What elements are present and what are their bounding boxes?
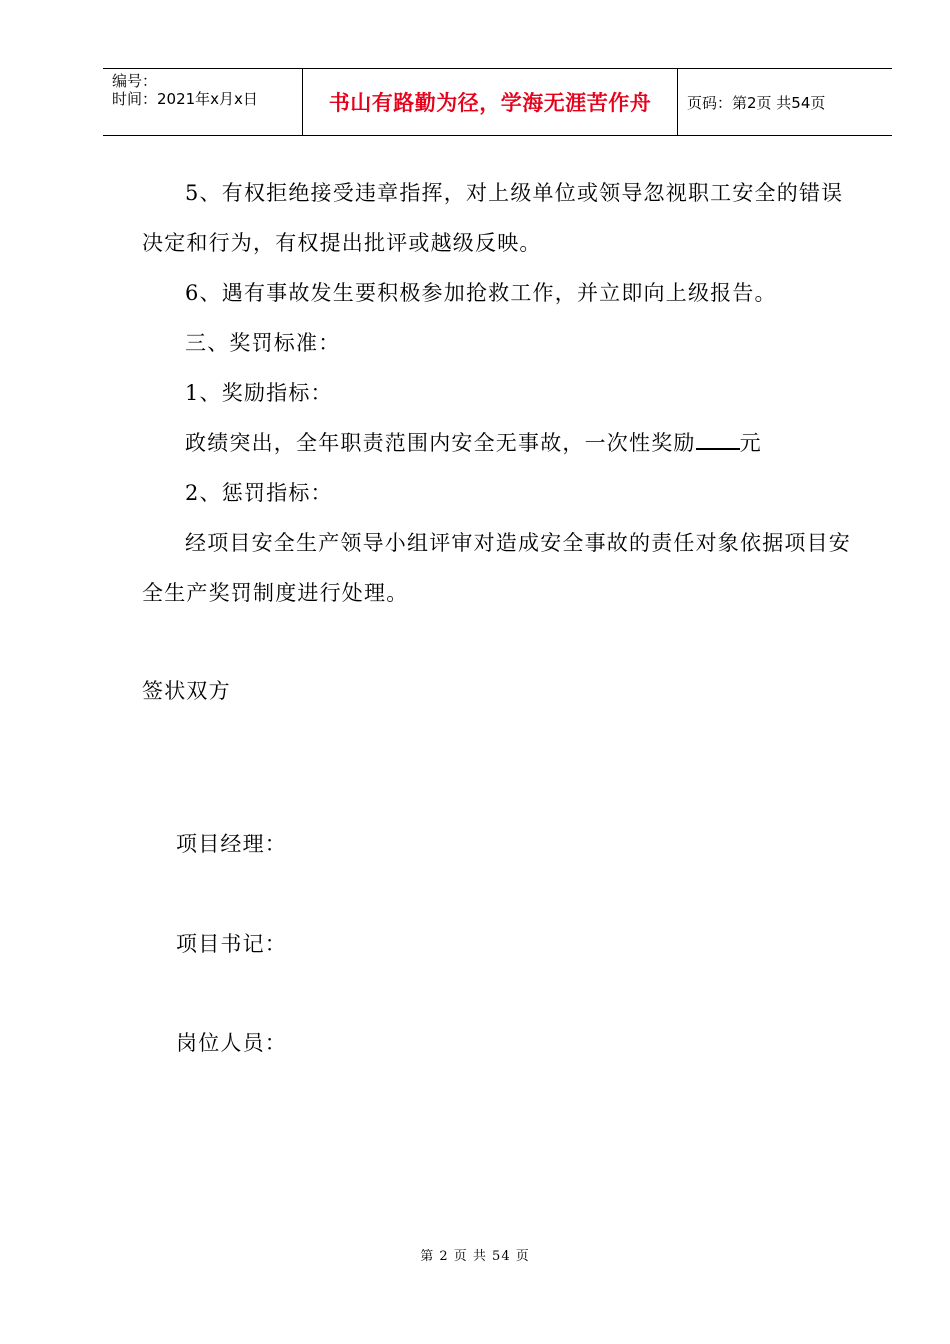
paragraph-item-6: 6、遇有事故发生要积极参加抢救工作，并立即向上级报告。 xyxy=(185,281,777,305)
signature-project-manager: 项目经理： xyxy=(176,832,287,856)
page-footer: 第 2 页 共 54 页 xyxy=(420,1249,530,1264)
header-date-label: 时间：2021年x月x日 xyxy=(112,90,258,108)
signature-post-staff: 岗位人员： xyxy=(176,1031,287,1055)
sign-heading: 签状双方 xyxy=(142,679,231,703)
reward-amount-blank xyxy=(696,430,740,450)
header-meta xyxy=(103,69,303,135)
section-heading-rewards-penalties: 三、奖罚标准： xyxy=(185,331,341,355)
reward-text: 政绩突出，全年职责范围内安全无事故，一次性奖励 xyxy=(185,431,696,455)
reward-text-line xyxy=(142,418,862,468)
document-header xyxy=(103,68,892,136)
penalty-heading: 2、惩罚指标： xyxy=(185,481,333,505)
reward-heading: 1、奖励指标： xyxy=(185,381,333,405)
signature-project-secretary: 项目书记： xyxy=(176,932,287,956)
header-page-info: 页码：第2页 共54页 xyxy=(687,93,826,112)
reward-unit: 元 xyxy=(739,431,762,455)
header-motto: 书山有路勤为径，学海无涯苦作舟 xyxy=(303,69,678,135)
paragraph-item-5: 5、有权拒绝接受违章指挥，对上级单位或领导忽视职工安全的错误决定和行为，有权提出批评或越级反映。 xyxy=(142,181,844,255)
penalty-text: 经项目安全生产领导小组评审对造成安全事故的责任对象依据项目安全生产奖罚制度进行处理。 xyxy=(142,531,851,605)
header-number-label: 编号： xyxy=(112,72,158,90)
